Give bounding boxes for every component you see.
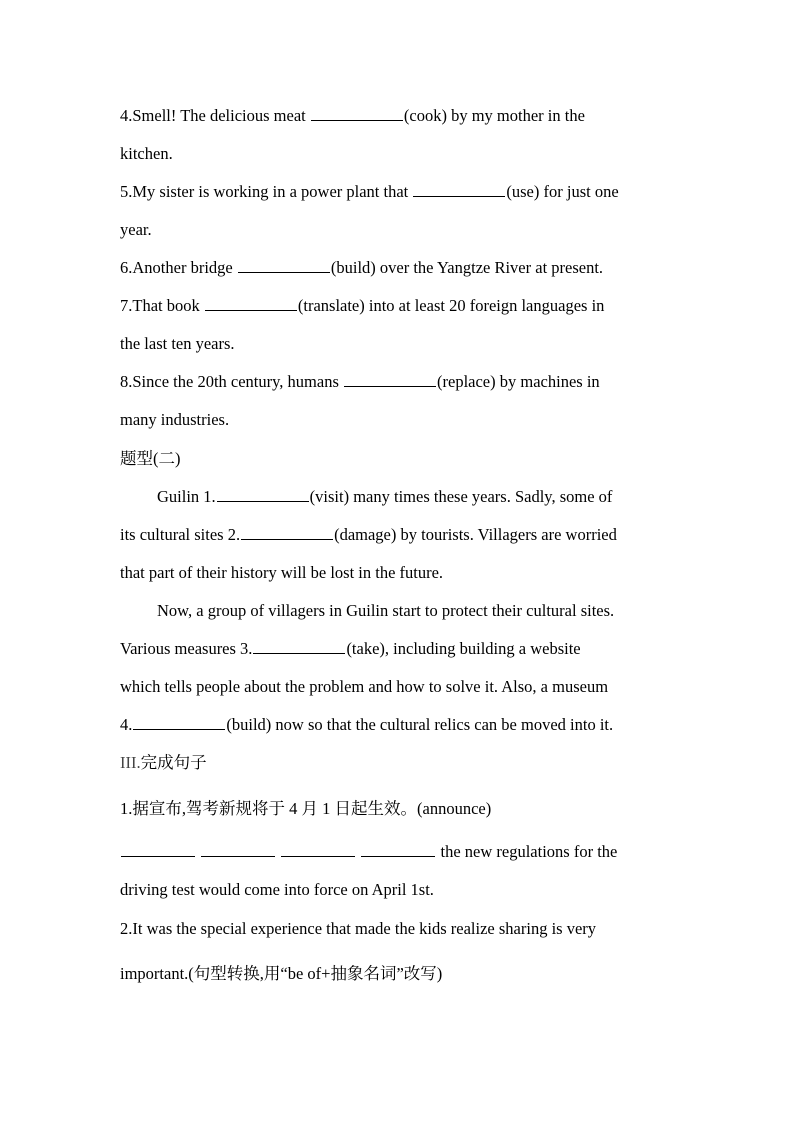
question-number: 8. bbox=[120, 372, 133, 391]
answer-blank[interactable] bbox=[311, 106, 403, 121]
answer-blank[interactable] bbox=[281, 842, 355, 857]
answer-blank[interactable] bbox=[121, 842, 195, 857]
question-number: 6. bbox=[120, 258, 133, 277]
section-heading-3 bbox=[120, 752, 690, 774]
verb-hint: (cook) bbox=[403, 106, 447, 125]
passage-line-2 bbox=[120, 524, 690, 546]
question-8-line-2 bbox=[120, 409, 690, 431]
passage-line-1 bbox=[157, 486, 727, 508]
question-text: kitchen. bbox=[120, 144, 173, 163]
verb-hint: (use) bbox=[506, 182, 540, 201]
verb-hint: (replace) bbox=[437, 372, 496, 391]
passage-text: Various measures 3. bbox=[120, 639, 253, 658]
question-number: 7. bbox=[120, 296, 133, 315]
answer-blank[interactable] bbox=[205, 296, 297, 311]
question-text: many industries. bbox=[120, 410, 230, 429]
question-4-line-1 bbox=[120, 105, 690, 127]
passage-line-3: that part of their history will be lost in the future. bbox=[120, 563, 444, 582]
question-text: into at least 20 foreign languages in bbox=[364, 296, 605, 315]
passage-line-6: which tells people about the problem and how to solve it. Also, a museum bbox=[120, 677, 609, 696]
verb-hint: (visit) bbox=[309, 487, 350, 506]
question-6-line-1 bbox=[120, 257, 690, 279]
question-text: That book bbox=[132, 296, 204, 315]
question-number: 5. bbox=[120, 182, 133, 201]
verb-hint: (damage) bbox=[334, 525, 397, 544]
verb-hint: (build) bbox=[330, 258, 376, 277]
sentence-1-prompt: 1.据宣布,驾考新规将于 4 月 1 日起生效。(announce) bbox=[120, 799, 492, 818]
sentence-2-line-1: 2.It was the special experience that made the kids realize sharing is very bbox=[120, 919, 597, 938]
question-text: the last ten years. bbox=[120, 334, 235, 353]
answer-blank[interactable] bbox=[238, 258, 330, 273]
question-7-line-1 bbox=[120, 295, 690, 317]
passage-line-4: Now, a group of villagers in Guilin start to protect their cultural sites. bbox=[157, 601, 615, 620]
question-text: Another bridge bbox=[132, 258, 237, 277]
section-number: III. bbox=[120, 753, 141, 772]
question-text: by machines in bbox=[495, 372, 600, 391]
sentence-2-line-2: important.(句型转换,用“be of+抽象名词”改写) bbox=[120, 964, 443, 983]
answer-blank[interactable] bbox=[241, 525, 333, 540]
answer-blank[interactable] bbox=[253, 639, 345, 654]
question-5-line-1 bbox=[120, 181, 690, 203]
passage-text: 4. bbox=[120, 715, 133, 734]
answer-blank[interactable] bbox=[133, 715, 225, 730]
question-number: 4. bbox=[120, 106, 133, 125]
answer-blank[interactable] bbox=[413, 182, 505, 197]
passage-text: its cultural sites 2. bbox=[120, 525, 241, 544]
passage-line-7 bbox=[120, 714, 690, 736]
passage-text: now so that the cultural relics can be moved into it. bbox=[271, 715, 614, 734]
answer-blank[interactable] bbox=[201, 842, 275, 857]
question-8-line-1 bbox=[120, 371, 690, 393]
question-text: for just one bbox=[539, 182, 619, 201]
question-7-line-2 bbox=[120, 333, 690, 355]
sentence-text: the new regulations for the bbox=[436, 842, 618, 861]
question-text: year. bbox=[120, 220, 152, 239]
question-5-line-2 bbox=[120, 219, 690, 241]
answer-blank[interactable] bbox=[344, 372, 436, 387]
passage-text: by tourists. Villagers are worried bbox=[396, 525, 617, 544]
question-text: Smell! The delicious meat bbox=[132, 106, 310, 125]
passage-text: many times these years. Sadly, some of bbox=[349, 487, 613, 506]
question-text: My sister is working in a power plant that bbox=[132, 182, 413, 201]
passage-text: Guilin 1. bbox=[157, 487, 216, 506]
verb-hint: (build) bbox=[226, 715, 272, 734]
passage-text: , including building a website bbox=[384, 639, 581, 658]
question-text: by my mother in the bbox=[446, 106, 585, 125]
section-heading-type-2: 题型(二) bbox=[120, 449, 181, 468]
section-title: 完成句子 bbox=[140, 753, 207, 772]
passage-line-5 bbox=[120, 638, 690, 660]
question-text: over the Yangtze River at present. bbox=[375, 258, 604, 277]
answer-blank[interactable] bbox=[217, 487, 309, 502]
sentence-1-answer-line bbox=[120, 841, 690, 863]
sentence-1-line-3: driving test would come into force on April 1st. bbox=[120, 880, 434, 899]
answer-blank[interactable] bbox=[361, 842, 435, 857]
question-4-line-2 bbox=[120, 143, 690, 165]
verb-hint: (take) bbox=[346, 639, 385, 658]
verb-hint: (translate) bbox=[297, 296, 365, 315]
question-text: Since the 20th century, humans bbox=[132, 372, 344, 391]
